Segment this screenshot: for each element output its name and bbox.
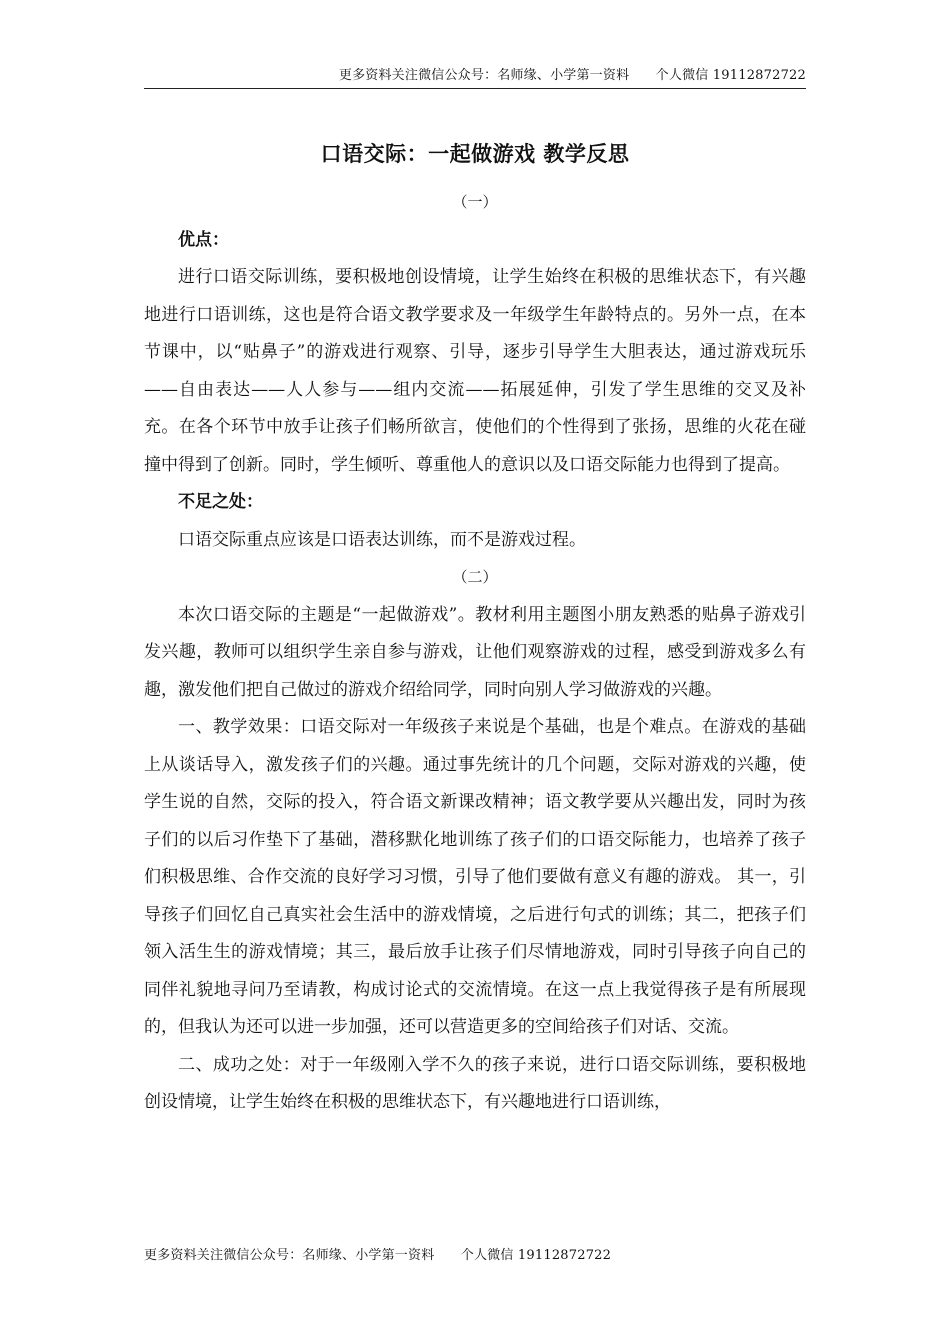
section-label-1: （一） (452, 193, 498, 211)
document-title: 口语交际：一起做游戏 教学反思 (320, 142, 630, 166)
effect-paragraph: 一、教学效果：口语交际对一年级孩子来说是个基础，也是个难点。在游戏的基础上从谈话导入，激发孩子们的兴趣。通过事先统计的几个问题，交际对游戏的兴趣，使学生说的自然，交际的投入，符合语文新课改精神；语文教学要从兴趣出发，同时为孩子们的以后习作垫下了基础，潜移默化地训练了孩子们的口语交际能力，也培养了孩子们积极思维、合作交流的良好学习习惯，引导了他们要做有意义有趣的游戏。 其一，引导孩子们回忆自己真实社会生活中的游戏情境，之后进行句式的训练；其二，把孩子们领入活生生的游戏情境；其三，最后放手让孩子们尽情地游戏，同时引导孩子向自己的同伴礼貌地寻问乃至请教，构成讨论式的交流情境。在这一点上我觉得孩子是有所展现的，但我认为还可以进一步加强，还可以营造更多的空间给孩子们对话、交流。 (144, 717, 806, 1037)
weakness-heading: 不足之处： (178, 492, 263, 512)
success-paragraph: 二、成功之处：对于一年级刚入学不久的孩子来说，进行口语交际训练，要积极地创设情境，让学生始终在积极的思维状态下，有兴趣地进行口语训练， (144, 1054, 806, 1112)
intro-paragraph: 本次口语交际的主题是“一起做游戏”。教材利用主题图小朋友熟悉的贴鼻子游戏引发兴趣，教师可以组织学生亲自参与游戏，让他们观察游戏的过程，感受到游戏多么有趣，激发他们把自己做过的游戏介绍给同学，同时向别人学习做游戏的兴趣。 (144, 604, 806, 700)
page-footer: 更多资料关注微信公众号：名师缘、小学第一资料 个人微信 19112872722 (144, 1248, 612, 1263)
page-header: 更多资料关注微信公众号：名师缘、小学第一资料 个人微信 19112872722 (144, 66, 806, 89)
document-body (144, 184, 806, 1122)
strengths-heading: 优点： (178, 229, 229, 250)
strengths-paragraph: 进行口语交际训练，要积极地创设情境，让学生始终在积极的思维状态下，有兴趣地进行口语训练，这也是符合语文教学要求及一年级学生年龄特点的。另外一点，在本节课中，以“贴鼻子”的游戏进行观察、引导，逐步引导学生大胆表达，通过游戏玩乐——自由表达——人人参与——组内交流——拓展延伸，引发了学生思维的交叉及补充。在各个环节中放手让孩子们畅所欲言，使他们的个性得到了张扬，思维的火花在碰撞中得到了创新。同时，学生倾听、尊重他人的意识以及口语交际能力也得到了提高。 (144, 267, 806, 475)
section-label-2: （二） (452, 568, 498, 586)
weakness-paragraph: 口语交际重点应该是口语表达训练，而不是游戏过程。 (178, 529, 586, 550)
